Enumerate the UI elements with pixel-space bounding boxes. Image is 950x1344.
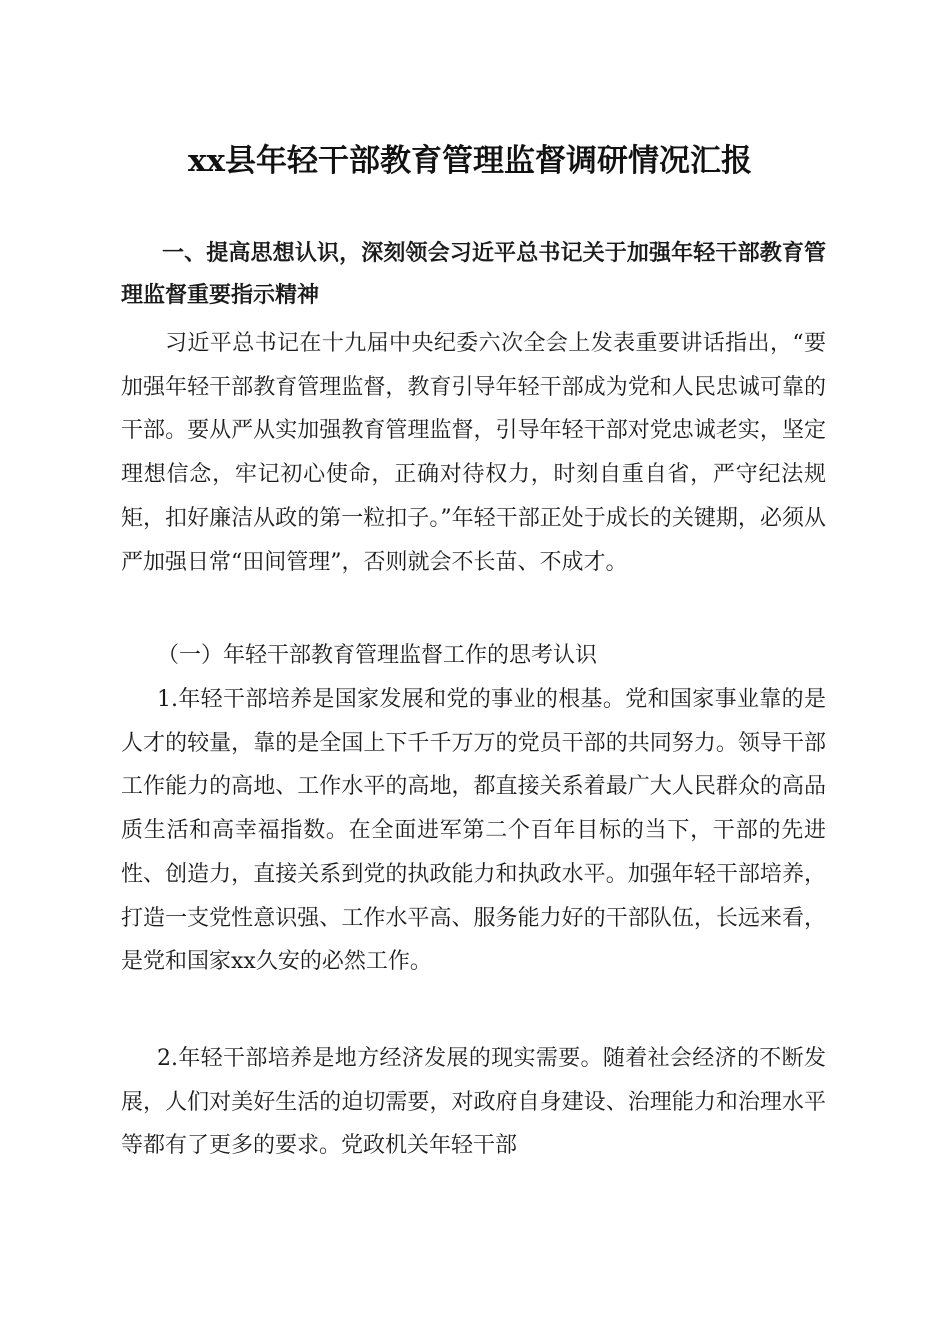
section-heading-1: 一、提高思想认识，深刻领会习近平总书记关于加强年轻干部教育管理监督重要指示精神 [121,241,826,308]
document-title: xx县年轻干部教育管理监督调研情况汇报 [188,143,752,179]
paragraph-1: 习近平总书记在十九届中央纪委六次全会上发表重要讲话指出，“要加强年轻干部教育管理监督，教育引导年轻干部成为党和人民忠诚可靠的干部。要从严从实加强教育管理监督，引导年轻干部对党忠诚老实，坚定理想信念，牢记初心使命，正确对待权力，时刻自重自省，严守纪法规矩，扣好廉洁从政的第一粒扣子。”年轻干部正处于成长的关键期，必须从严加强日常“田间管理”，否则就会不长苗、不成才。 [121,331,826,575]
paragraph-2: 1.年轻干部培养是国家发展和党的事业的根基。党和国家事业靠的是人才的较量，靠的是全国上下千千万万的党员干部的共同努力。领导干部工作能力的高地、工作水平的高地，都直接关系着最广大人民群众的高品质生活和高幸福指数。在全面进军第二个百年目标的当下，干部的先进性、创造力，直接关系到党的执政能力和执政水平。加强年轻干部培养，打造一支党性意识强、工作水平高、服务能力好的干部队伍，长远来看，是党和国家xx久安的必然工作。 [121,687,826,975]
paragraph-3: 2.年轻干部培养是地方经济发展的现实需要。随着社会经济的不断发展，人们对美好生活的迫切需要，对政府自身建设、治理能力和治理水平等都有了更多的要求。党政机关年轻干部 [121,1046,826,1159]
subheading-1: （一）年轻干部教育管理监督工作的思考认识 [157,643,598,668]
